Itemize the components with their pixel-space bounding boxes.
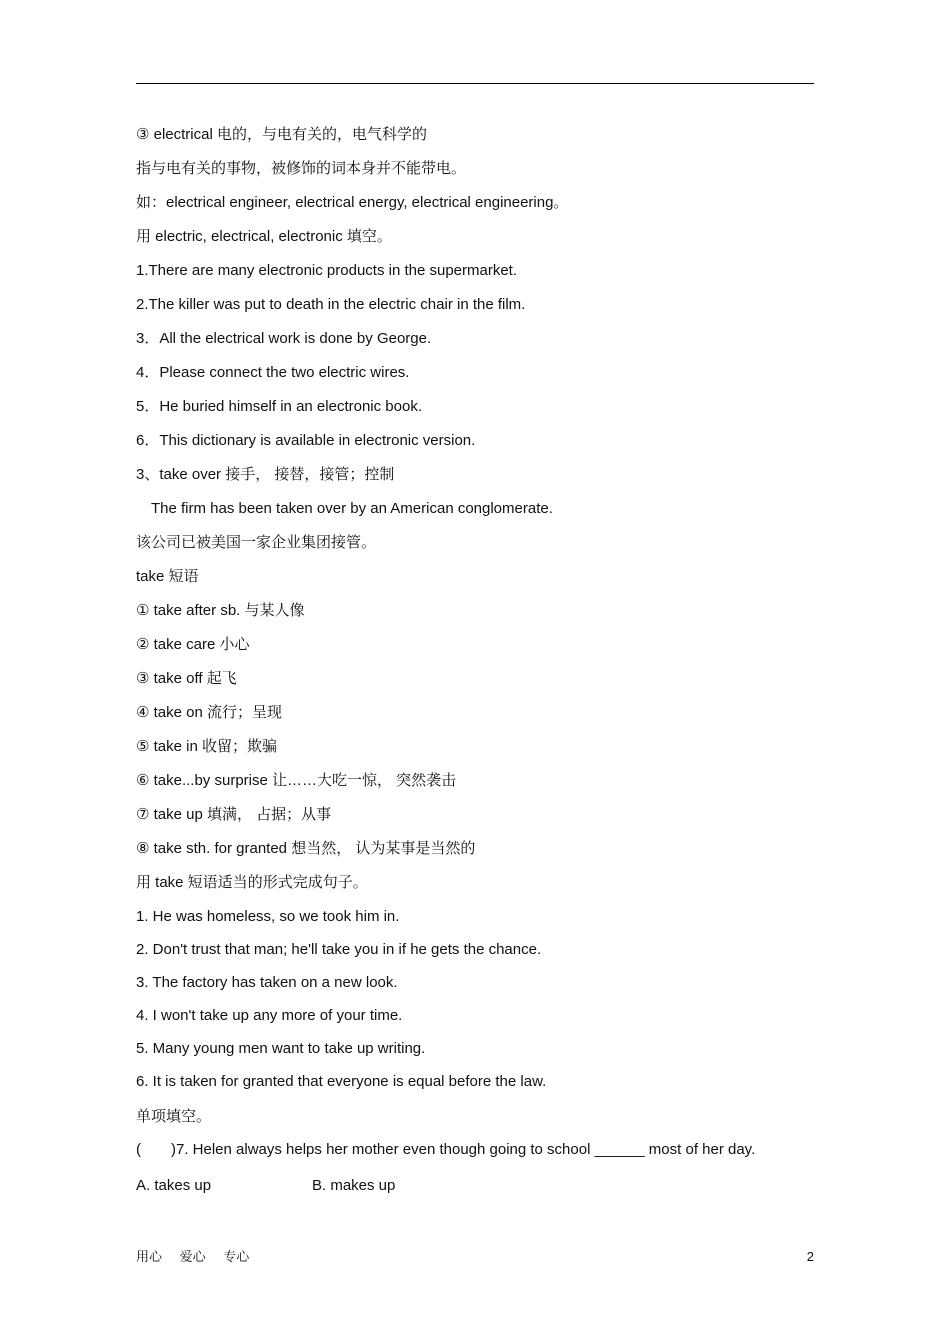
text-line: 用 electric, electrical, electronic 填空。 <box>136 228 392 245</box>
text-line: 3．All the electrical work is done by George. <box>136 330 432 347</box>
text-line: ① take after sb. 与某人像 <box>136 602 305 619</box>
text-line: 1. He was homeless, so we took him in. <box>136 908 400 925</box>
text-line: 单项填空。 <box>136 1108 212 1125</box>
text-line: 3. The factory has taken on a new look. <box>136 974 398 991</box>
text-line: ⑤ take in 收留；欺骗 <box>136 738 277 755</box>
text-line: 3、take over 接手， 接替，接管；控制 <box>136 466 395 483</box>
text-line: 该公司已被美国一家企业集团接管。 <box>136 534 377 551</box>
text-line: 6．This dictionary is available in electronic version. <box>136 432 476 449</box>
text-line: 6. It is taken for granted that everyone is equal before the law. <box>136 1073 547 1090</box>
text-line: 5．He buried himself in an electronic book. <box>136 398 422 415</box>
header-rule <box>136 83 814 84</box>
text-line: 4．Please connect the two electric wires. <box>136 364 410 381</box>
text-line: ⑦ take up 填满， 占据；从事 <box>136 806 332 823</box>
page-number: 2 <box>806 1249 814 1264</box>
text-line: ④ take on 流行；呈现 <box>136 704 282 721</box>
text-line: 指与电有关的事物，被修饰的词本身并不能带电。 <box>136 160 467 177</box>
text-line: ③ take off 起飞 <box>136 670 237 687</box>
answer-options <box>136 1169 636 1203</box>
text-line: The firm has been taken over by an American conglomerate. <box>151 500 553 517</box>
text-line: ② take care 小心 <box>136 636 250 653</box>
option-a: A. takes up <box>136 1177 212 1194</box>
page-footer <box>136 1245 814 1269</box>
text-line: 如：electrical engineer, electrical energy, electrical engineering。 <box>136 194 569 211</box>
text-line: 1.There are many electronic products in the supermarket. <box>136 262 518 279</box>
text-line: 2.The killer was put to death in the electric chair in the film. <box>136 296 526 313</box>
text-line: 5. Many young men want to take up writing. <box>136 1040 426 1057</box>
option-b: B. makes up <box>312 1177 396 1194</box>
text-line: take 短语 <box>136 568 199 585</box>
text-line: ⑥ take...by surprise 让……大吃一惊， 突然袭击 <box>136 772 457 789</box>
text-line: ( )7. Helen always helps her mother even though going to school ______ most of her day. <box>136 1141 756 1158</box>
text-line: 2. Don't trust that man; he'll take you in if he gets the chance. <box>136 941 542 958</box>
text-line: 用 take 短语适当的形式完成句子。 <box>136 874 368 891</box>
text-line: 4. I won't take up any more of your time. <box>136 1007 403 1024</box>
footer-motto: 用心 爱心 专心 <box>136 1249 250 1264</box>
text-line: ③ electrical 电的，与电有关的，电气科学的 <box>136 126 427 143</box>
text-line: ⑧ take sth. for granted 想当然， 认为某事是当然的 <box>136 840 476 857</box>
